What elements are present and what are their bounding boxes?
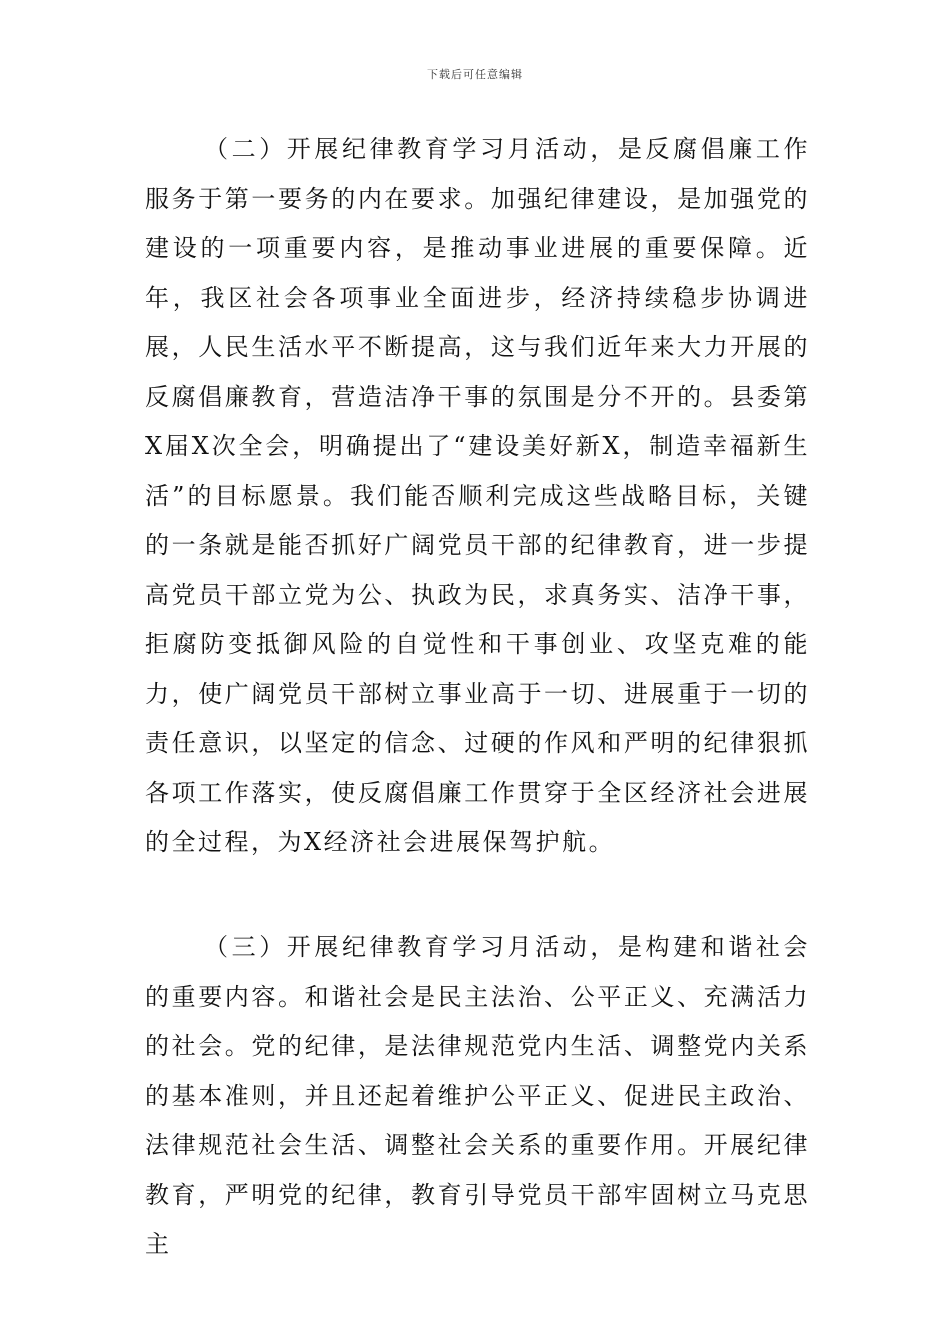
paragraph-2: （二）开展纪律教育学习月活动，是反腐倡廉工作服务于第一要务的内在要求。加强纪律建设，是加强党的建设的一项重要内容，是推动事业进展的重要保障。近年，我区社会各项事业全面进步，经济持续稳步协调进展，人民生活水平不断提高，这与我们近年来大力开展的反腐倡廉教育，营造洁净干事的氛围是分不开的。县委第X届X次全会，明确提出了“建设美好新X，制造幸福新生活”的目标愿景。我们能否顺利完成这些战略目标，关键的一条就是能否抓好广阔党员干部的纪律教育，进一步提高党员干部立党为公、执政为民，求真务实、洁净干事，拒腐防变抵御风险的自觉性和干事创业、攻坚克难的能力，使广阔党员干部树立事业高于一切、进展重于一切的责任意识，以坚定的信念、过硬的作风和严明的纪律狠抓各项工作落实，使反腐倡廉工作贯穿于全区经济社会进展的全过程，为X经济社会进展保驾护航。 [145, 135, 810, 856]
paragraph-3: （三）开展纪律教育学习月活动，是构建和谐社会的重要内容。和谐社会是民主法治、公平正义、充满活力的社会。党的纪律，是法律规范党内生活、调整党内关系的基本准则，并且还起着维护公平正义、促进民主政治、法律规范社会生活、调整社会关系的重要作用。开展纪律教育，严明党的纪律，教育引导党员干部牢固树立马克思主 [145, 933, 810, 1258]
header-note: 下载后可任意编辑 [427, 68, 523, 81]
